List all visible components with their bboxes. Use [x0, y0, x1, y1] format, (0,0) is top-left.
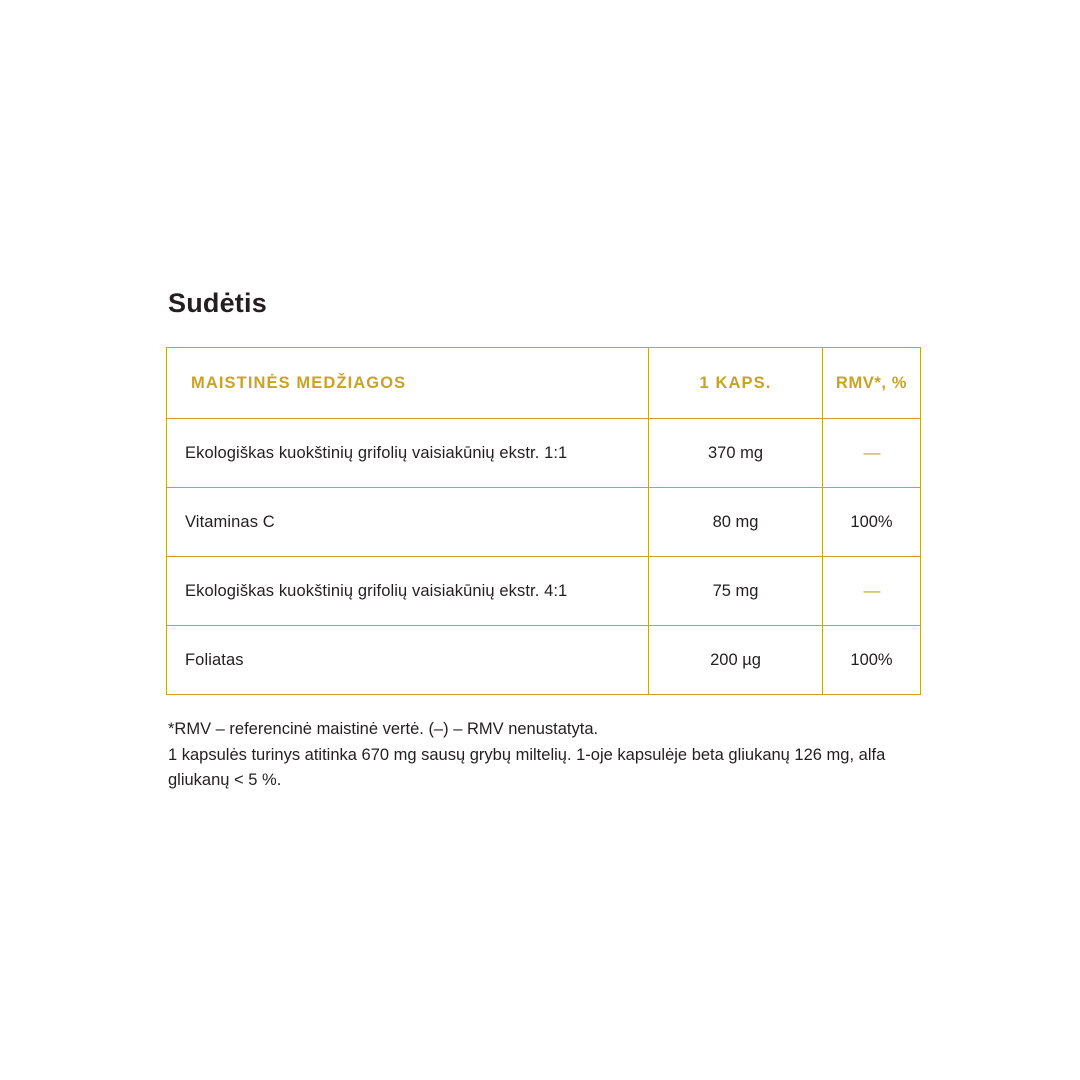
- cell-nutrient-name: Ekologiškas kuokštinių grifolių vaisiakūnių ekstr. 4:1: [167, 557, 649, 626]
- footnote-rmv-definition: *RMV – referencinė maistinė vertė. (–) – RMV nenustatyta.: [168, 720, 599, 738]
- cell-dose: 370 mg: [649, 419, 823, 488]
- nutrition-panel: [166, 288, 922, 794]
- table-row: [167, 626, 921, 695]
- cell-nutrient-name: Vitaminas C: [167, 488, 649, 557]
- column-header-nutrients: MAISTINĖS MEDŽIAGOS: [167, 348, 649, 419]
- table-body: [167, 419, 921, 695]
- cell-rmv: 100%: [823, 488, 921, 557]
- cell-rmv: —: [823, 557, 921, 626]
- footnote-capsule-content: 1 kapsulės turinys atitinka 670 mg sausų grybų miltelių. 1-oje kapsulėje beta gliukanų 126 mg, alfa gliukanų < 5 %.: [168, 745, 886, 790]
- cell-rmv: —: [823, 419, 921, 488]
- table-header: [167, 348, 921, 419]
- page-title: Sudėtis: [168, 288, 267, 318]
- cell-dose: 75 mg: [649, 557, 823, 626]
- table-row: [167, 488, 921, 557]
- cell-rmv: 100%: [823, 626, 921, 695]
- cell-nutrient-name: Foliatas: [167, 626, 649, 695]
- table-row: [167, 557, 921, 626]
- cell-dose: 80 mg: [649, 488, 823, 557]
- column-header-rmv: RMV*, %: [823, 348, 921, 419]
- column-header-per-capsule: 1 KAPS.: [649, 348, 823, 419]
- table-row: [167, 419, 921, 488]
- table-header-row: [167, 348, 921, 419]
- cell-nutrient-name: Ekologiškas kuokštinių grifolių vaisiakūnių ekstr. 1:1: [167, 419, 649, 488]
- cell-dose: 200 µg: [649, 626, 823, 695]
- footnotes: [168, 717, 928, 794]
- nutrition-table: [166, 347, 921, 695]
